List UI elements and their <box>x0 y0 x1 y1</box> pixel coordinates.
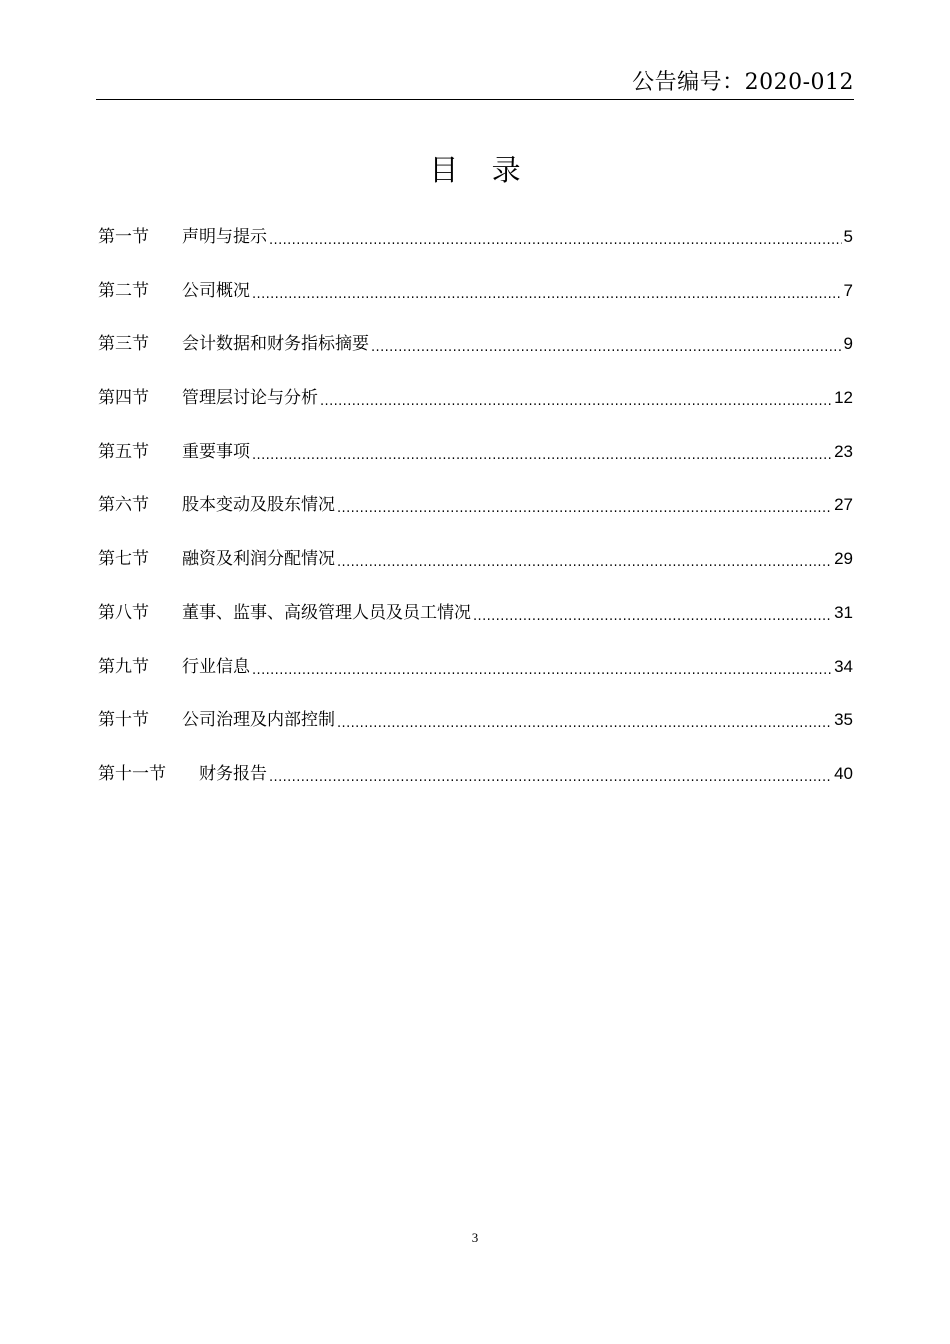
toc-section-number: 第二节 <box>98 280 149 301</box>
toc-entry-section-9[interactable] <box>98 654 853 708</box>
toc-page-number: 7 <box>843 280 853 300</box>
toc-section-number: 第五节 <box>98 441 149 462</box>
toc-page-number: 35 <box>834 710 853 730</box>
toc-dot-leader <box>252 656 832 682</box>
toc-section-number: 第七节 <box>98 549 149 570</box>
toc-page-number: 27 <box>834 495 853 515</box>
announcement-number: 公告编号：2020-012 <box>632 70 854 95</box>
toc-page-number: 31 <box>834 602 853 622</box>
toc-page-number: 34 <box>834 656 853 676</box>
toc-section-title: 重要事项 <box>182 441 250 462</box>
toc-section-number: 第八节 <box>98 602 149 623</box>
toc-entry-section-4[interactable] <box>98 385 853 439</box>
toc-entry-section-2[interactable] <box>98 278 853 332</box>
header-divider <box>96 99 854 100</box>
toc-page-number: 23 <box>834 441 853 461</box>
toc-entry-section-11[interactable] <box>98 761 853 815</box>
toc-dot-leader <box>252 441 832 467</box>
toc-page-number: 29 <box>834 549 853 569</box>
toc-dot-leader <box>252 280 842 306</box>
toc-section-title: 管理层讨论与分析 <box>182 388 318 409</box>
toc-section-number: 第十节 <box>98 710 149 731</box>
toc-section-number: 第四节 <box>98 388 149 409</box>
toc-dot-leader <box>337 548 832 574</box>
toc-page-number: 9 <box>843 334 853 354</box>
toc-entry-section-10[interactable] <box>98 707 853 761</box>
toc-section-title: 行业信息 <box>182 656 250 677</box>
toc-section-number: 第十一节 <box>98 763 166 784</box>
toc-dot-leader <box>371 333 842 359</box>
toc-section-title: 股本变动及股东情况 <box>182 495 335 516</box>
toc-section-number: 第九节 <box>98 656 149 677</box>
toc-section-title: 声明与提示 <box>182 227 267 247</box>
toc-dot-leader <box>473 602 832 628</box>
toc-page-number: 5 <box>843 227 853 246</box>
toc-section-title: 会计数据和财务指标摘要 <box>182 334 369 355</box>
table-of-contents <box>98 224 853 815</box>
toc-section-title: 公司治理及内部控制 <box>182 710 335 731</box>
toc-dot-leader <box>269 763 832 789</box>
toc-entry-section-1[interactable] <box>98 224 853 278</box>
toc-section-number: 第一节 <box>98 227 149 247</box>
toc-section-number: 第六节 <box>98 495 149 516</box>
toc-entry-section-8[interactable] <box>98 600 853 654</box>
toc-entry-section-7[interactable] <box>98 546 853 600</box>
toc-entry-section-3[interactable] <box>98 331 853 385</box>
toc-entry-section-5[interactable] <box>98 439 853 493</box>
toc-section-number: 第三节 <box>98 334 149 355</box>
toc-dot-leader <box>337 494 832 520</box>
toc-section-title: 公司概况 <box>182 280 250 301</box>
toc-dot-leader <box>269 226 842 252</box>
toc-section-title: 财务报告 <box>199 763 267 784</box>
toc-dot-leader <box>337 709 832 735</box>
toc-entry-section-6[interactable] <box>98 492 853 546</box>
toc-page-number: 12 <box>834 388 853 408</box>
toc-section-title: 董事、监事、高级管理人员及员工情况 <box>182 602 471 623</box>
toc-title: 目 录 <box>429 153 533 187</box>
page-number: 3 <box>471 1230 479 1245</box>
toc-page-number: 40 <box>834 763 853 783</box>
toc-section-title: 融资及利润分配情况 <box>182 549 335 570</box>
toc-dot-leader <box>320 387 832 413</box>
